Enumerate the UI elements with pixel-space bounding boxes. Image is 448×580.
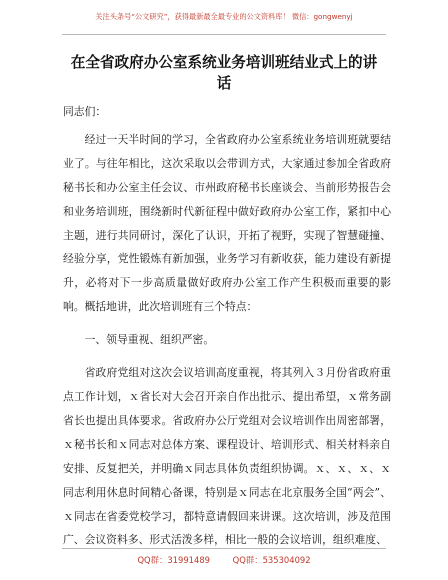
document-title: 在全省政府办公室系统业务培训班结业式上的讲话: [70, 54, 378, 92]
salutation: 同志们：: [63, 105, 107, 118]
section-heading-1: 一、领导重视、组织严密。: [84, 333, 215, 347]
paragraph-gap: [63, 352, 391, 361]
paragraph-gap: [63, 319, 391, 328]
document-body: [63, 100, 391, 552]
footer-qq-group-1: QQ群：31991489: [137, 555, 210, 565]
paragraph-intro: 经过一天半时间的学习，全省政府办公室系统业务培训班就要结业了。与往年相比，这次采取以会带训方式，大家通过参加全省政府秘书长和办公室主任会议、市州政府秘书长座谈会、当前形势报告会和业务培训班，围绕新时代新征程中做好政府办公室工作，紧扣中心主题，进行共同研讨，深化了认识，开拓了视野，实现了智慧碰撞、经验分享，党性锻炼有新加强，业务学习有新收获，能力建设有新提升，必将对下一步高质量做好政府办公室工作产生积极而重要的影响。概括地讲，此次培训班有三个特点：: [63, 132, 391, 314]
footer-divider: [62, 548, 386, 549]
header-divider: [62, 34, 386, 35]
header-banner: 关注头条号“公文研究”，获得最新最全最专业的公文资料库！ 微信：gongwenyj: [95, 12, 353, 21]
footer-qq-group-2: QQ群：535304092: [232, 555, 311, 565]
paragraph-section-1: 省政府党组对这次会议培训高度重视，将其列入３月份省政府重点工作计划，ｘ省长对大会召开亲自作出批示、提出希望，ｘ常务副省长也提出具体要求。省政府办公厅党组对会议培训作出周密部署，ｘ秘书长和ｘ同志对总体方案、课程设计、培训形式、相关材料亲自安排、反复把关，并明确ｘ同志具体负责组织协调。ｘ、ｘ、ｘ、ｘ同志利用休息时间精心备课，特别是ｘ同志在北京服务全国“两会”、ｘ同志在省委党校学习，都特意请假回来讲课。这次培训，涉及范围广、会议资料多、形式活泼多样，相比一般的会议培训，组织难度、: [63, 366, 391, 547]
footer: [0, 554, 448, 566]
